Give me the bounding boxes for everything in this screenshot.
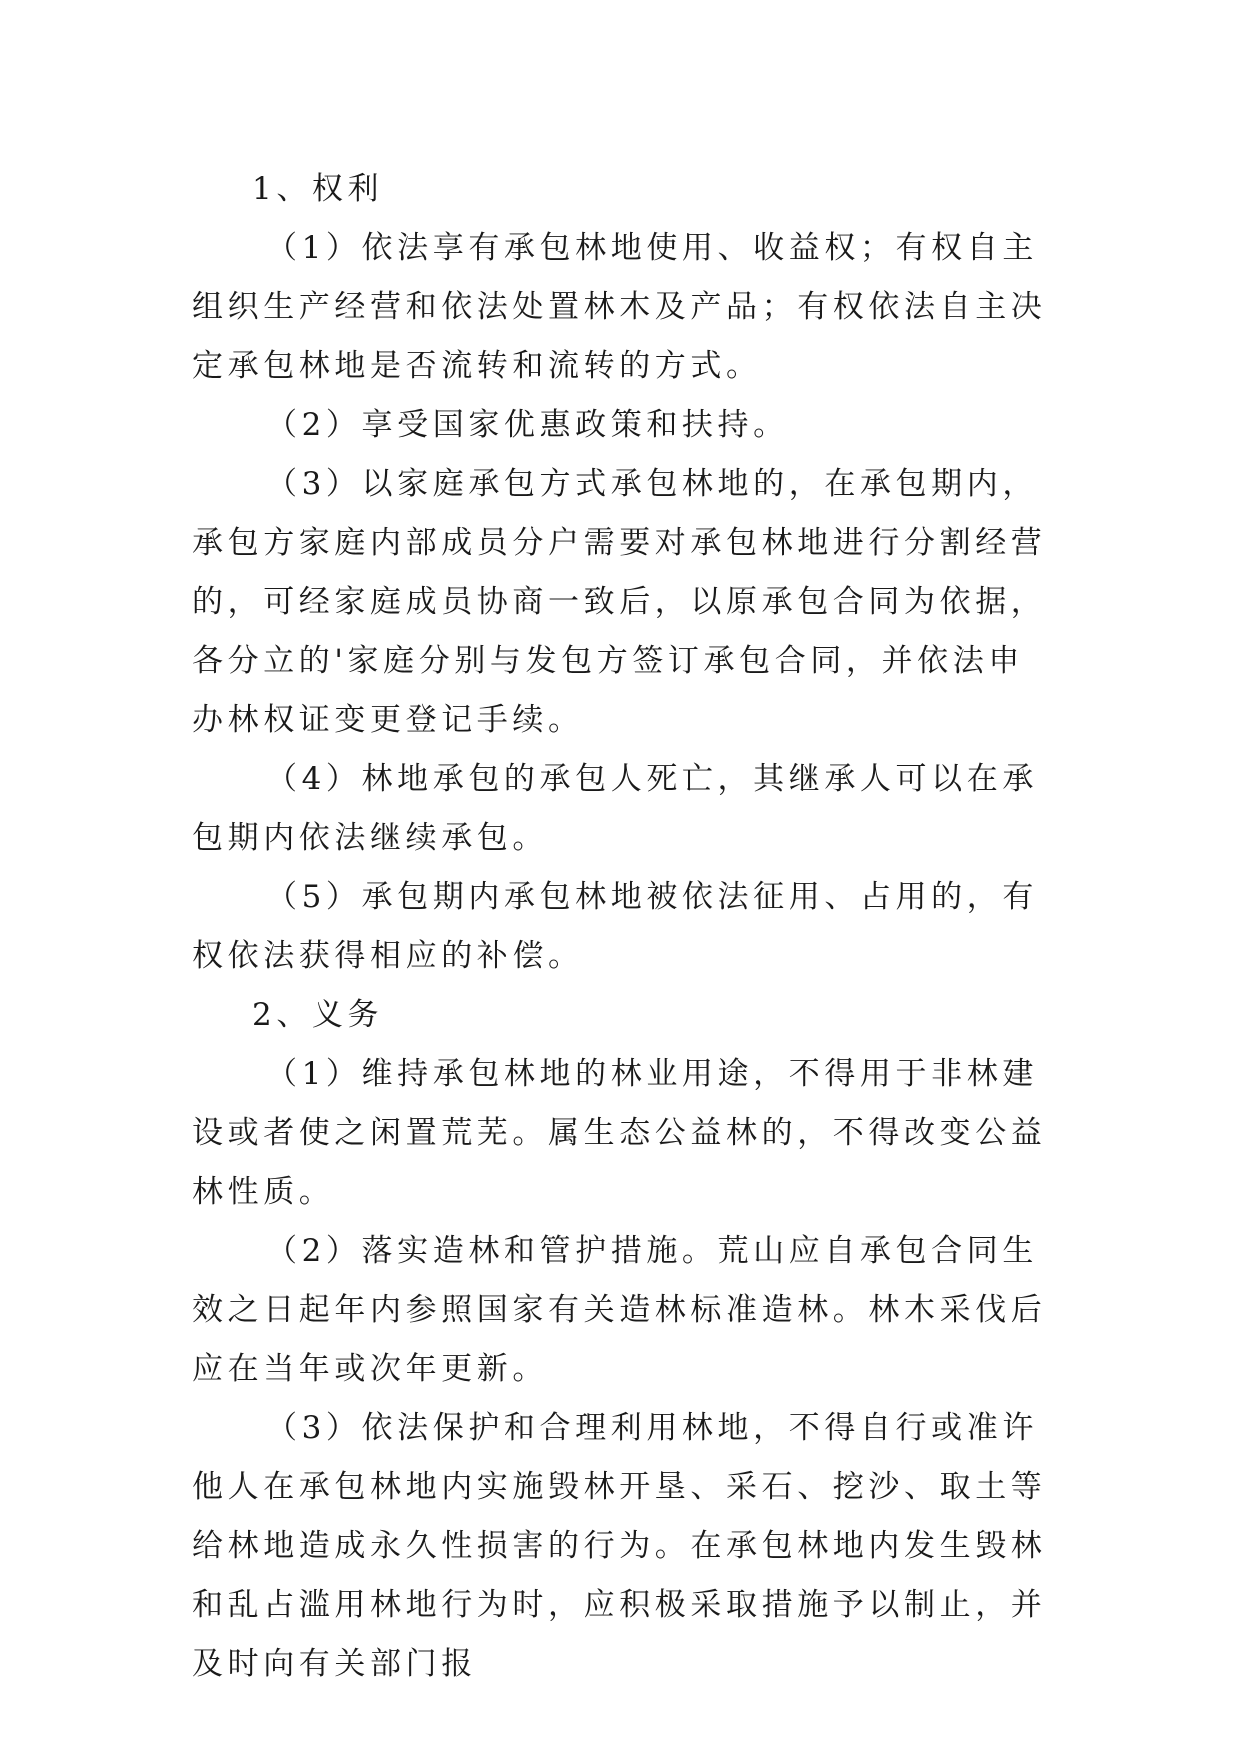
paragraph: （2）落实造林和管护措施。荒山应自承包合同生效之日起年内参照国家有关造林标准造林。林木采伐后应在当年或次年更新。 [192,1233,1047,1387]
paragraph: （1）依法享有承包林地使用、收益权；有权自主组织生产经营和依法处置林木及产品；有权依法自主决定承包林地是否流转和流转的方式。 [192,230,1047,384]
paragraph: （4）林地承包的承包人死亡，其继承人可以在承包期内依法继续承包。 [192,761,1038,856]
paragraph: （3）依法保护和合理利用林地，不得自行或准许他人在承包林地内实施毁林开垦、采石、挖沙、取土等给林地造成永久性损害的行为。在承包林地内发生毁林和乱占滥用林地行为时，应积极采取措施予以制止，并及时向有关部门报 [192,1410,1047,1682]
paragraph: （5）承包期内承包林地被依法征用、占用的，有权依法获得相应的补偿。 [192,879,1038,974]
document-body [192,160,1052,1694]
section-heading-rights: 1、权利 [252,171,384,207]
paragraph: （1）维持承包林地的林业用途，不得用于非林建设或者使之闲置荒芜。属生态公益林的，不得改变公益林性质。 [192,1056,1047,1210]
paragraph: （2）享受国家优惠政策和扶持。 [266,407,789,443]
section-heading-obligations: 2、义务 [252,997,384,1033]
paragraph: （3）以家庭承包方式承包林地的，在承包期内，承包方家庭内部成员分户需要对承包林地进行分割经营的，可经家庭成员协商一致后，以原承包合同为依据，各分立的'家庭分别与发包方签订承包合同，并依法申办林权证变更登记手续。 [192,466,1047,738]
